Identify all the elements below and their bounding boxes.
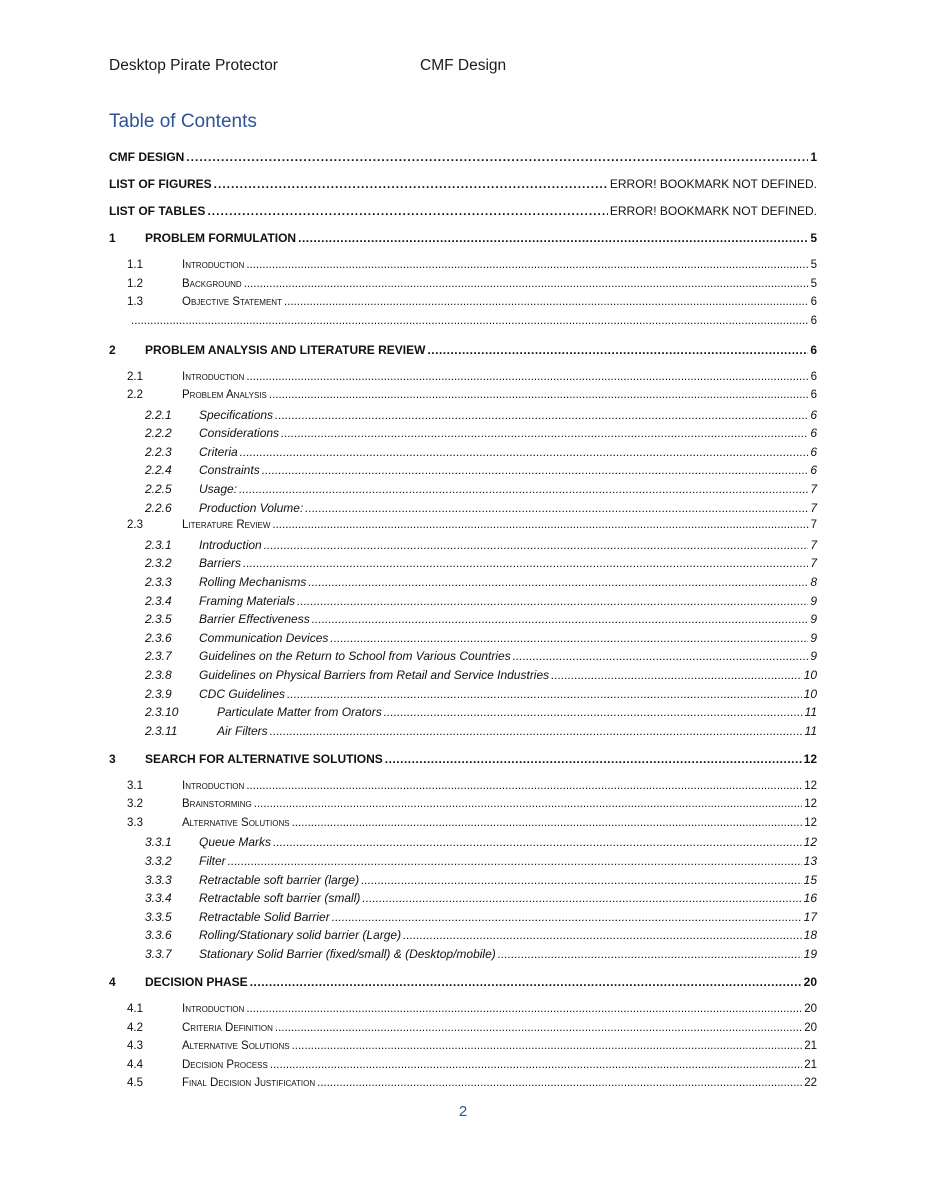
toc-leader-dots bbox=[254, 798, 802, 810]
toc-entry[interactable] bbox=[109, 426, 817, 440]
toc-entry[interactable] bbox=[109, 594, 817, 608]
toc-entry-title: DECISION PHASE bbox=[145, 975, 248, 989]
toc-entry[interactable] bbox=[109, 519, 817, 531]
toc-entry[interactable] bbox=[109, 556, 817, 570]
toc-leader-dots bbox=[207, 204, 607, 218]
toc-entry[interactable] bbox=[109, 389, 817, 401]
toc-leader-dots bbox=[275, 408, 808, 422]
toc-entry[interactable] bbox=[109, 177, 817, 191]
toc-entry-number: 1.3 bbox=[127, 296, 143, 308]
toc-entry-title: Retractable soft barrier (large) bbox=[199, 872, 360, 887]
toc-entry-title: Framing Materials bbox=[199, 593, 296, 608]
toc-entry-title: Air Filters bbox=[217, 723, 268, 738]
toc-entry-page: 13 bbox=[803, 854, 817, 868]
toc-entry[interactable] bbox=[109, 612, 817, 626]
toc-entry-number: 3.3.3 bbox=[145, 872, 172, 887]
toc-entry-title: Introduction bbox=[182, 370, 245, 383]
toc-entry[interactable] bbox=[109, 1040, 817, 1052]
toc-entry-page: 11 bbox=[804, 723, 817, 738]
toc-entry[interactable] bbox=[109, 975, 817, 989]
toc-entry-number: 2.3.1 bbox=[145, 537, 172, 552]
toc-entry-page: 12 bbox=[804, 779, 817, 792]
toc-entry-title: Problem Analysis bbox=[182, 389, 267, 401]
toc-entry-page: 6 bbox=[810, 407, 817, 422]
toc-entry-page: 12 bbox=[804, 816, 817, 829]
toc-entry-title: Production Volume: bbox=[199, 500, 304, 515]
toc-entry-number: 3.1 bbox=[127, 779, 143, 792]
toc-leader-dots bbox=[270, 1059, 802, 1071]
toc-leader-dots bbox=[332, 910, 802, 924]
toc-entry-number: 4.1 bbox=[127, 1003, 143, 1015]
toc-entry-page: 9 bbox=[810, 593, 817, 608]
toc-entry-number: 2.2.2 bbox=[145, 426, 172, 441]
toc-entry[interactable] bbox=[109, 631, 817, 645]
toc-entry-title: SEARCH FOR ALTERNATIVE SOLUTIONS bbox=[145, 751, 383, 766]
toc-leader-dots bbox=[362, 891, 801, 905]
toc-entry-title: Introduction bbox=[182, 1003, 245, 1015]
toc-entry-page: 5 bbox=[810, 277, 817, 290]
toc-entry-page: 7 bbox=[810, 519, 817, 532]
toc-entry-title: Alternative Solutions bbox=[182, 816, 290, 829]
toc-entry[interactable] bbox=[109, 1077, 817, 1089]
toc-entry-title: Stationary Solid Barrier (fixed/small) & (Desktop/mobile) bbox=[199, 947, 496, 961]
toc-entry-title: PROBLEM FORMULATION bbox=[145, 231, 297, 245]
toc-leader-dots bbox=[284, 296, 809, 308]
toc-entry-title: LIST OF FIGURES bbox=[109, 177, 212, 191]
toc-entry[interactable] bbox=[109, 259, 817, 271]
toc-entry-page: 1 bbox=[810, 150, 817, 164]
toc-leader-dots bbox=[312, 612, 809, 626]
toc-entry-title: Guidelines on the Return to School from Various Countries bbox=[199, 649, 511, 664]
toc-leader-dots bbox=[287, 687, 802, 701]
toc-entry-number: 4.5 bbox=[127, 1077, 143, 1089]
toc-entry[interactable] bbox=[109, 278, 817, 290]
toc-entry-number: 3.3.1 bbox=[145, 835, 172, 850]
toc-entry-page: 5 bbox=[810, 231, 817, 245]
toc-entry-page: 6 bbox=[810, 444, 817, 459]
toc-leader-dots bbox=[330, 631, 808, 645]
toc-entry-number: 3 bbox=[109, 751, 116, 766]
toc-entry[interactable] bbox=[109, 575, 817, 589]
toc-entry-number: 3.2 bbox=[127, 798, 143, 811]
toc-entry-page: 10 bbox=[803, 668, 817, 682]
toc-leader-dots bbox=[246, 780, 802, 792]
toc-entry-page: 12 bbox=[804, 798, 817, 811]
page-number: 2 bbox=[458, 1103, 468, 1120]
toc-entry-number: 2.3.7 bbox=[145, 649, 172, 664]
toc-entry-page: 22 bbox=[804, 1077, 817, 1089]
toc-entry-page: 7 bbox=[810, 537, 817, 552]
toc-leader-dots bbox=[298, 231, 808, 245]
toc-entry[interactable] bbox=[109, 835, 817, 849]
toc-entry-page: 15 bbox=[803, 872, 817, 887]
header-left: Desktop Pirate Protector bbox=[109, 57, 278, 74]
toc-entry-number: 1.1 bbox=[127, 259, 143, 271]
toc-entry-number: 2.3.4 bbox=[145, 593, 172, 608]
toc-entry-number: 2.3.5 bbox=[145, 612, 172, 627]
toc-entry-page: 9 bbox=[810, 630, 817, 645]
toc-entry[interactable] bbox=[109, 204, 817, 218]
toc-entry[interactable] bbox=[109, 854, 817, 868]
toc-leader-dots bbox=[513, 649, 809, 663]
toc-title: Table of Contents bbox=[109, 111, 257, 132]
toc-leader-dots bbox=[269, 389, 809, 401]
toc-entry-number: 2.3.9 bbox=[145, 686, 172, 701]
toc-entry[interactable] bbox=[109, 408, 817, 422]
toc-entry-page: 7 bbox=[810, 482, 817, 496]
toc-entry[interactable] bbox=[109, 538, 817, 552]
toc-entry-number: 2.3.11 bbox=[145, 723, 178, 738]
toc-entry-number: 2.2.6 bbox=[145, 500, 172, 515]
toc-entry[interactable] bbox=[109, 687, 817, 701]
toc-entry-page: 6 bbox=[810, 296, 817, 308]
toc-entry[interactable] bbox=[109, 873, 817, 887]
toc-entry-page: 7 bbox=[810, 500, 817, 515]
toc-entry-number: 3.3.7 bbox=[145, 947, 172, 961]
toc-entry[interactable] bbox=[109, 910, 817, 924]
toc-entry[interactable] bbox=[109, 231, 817, 245]
toc-entry-title: LIST OF TABLES bbox=[109, 204, 206, 218]
toc-entry-number: 2.2.1 bbox=[145, 407, 172, 422]
toc-leader-dots bbox=[361, 873, 802, 887]
toc-entry-number: 3.3.4 bbox=[145, 891, 172, 906]
toc-entry[interactable] bbox=[109, 501, 817, 515]
toc-entry-page: 16 bbox=[803, 891, 817, 906]
toc-leader-dots bbox=[551, 668, 801, 682]
toc-leader-dots bbox=[270, 724, 803, 738]
toc-leader-dots bbox=[385, 752, 802, 766]
toc-entry-title: Communication Devices bbox=[199, 630, 329, 645]
toc-entry-title: Final Decision Justification bbox=[182, 1077, 316, 1089]
toc-entry-title: Introduction bbox=[182, 259, 245, 271]
toc-entry[interactable] bbox=[109, 649, 817, 663]
toc-leader-dots bbox=[264, 538, 809, 552]
toc-entry-page: 9 bbox=[810, 612, 817, 627]
toc-leader-dots bbox=[246, 259, 808, 271]
toc-entry-title: PROBLEM ANALYSIS AND LITERATURE REVIEW bbox=[145, 342, 426, 357]
toc-entry-title: Rolling/Stationary solid barrier (Large) bbox=[199, 928, 402, 943]
toc-entry-page: 21 bbox=[804, 1058, 817, 1071]
toc-entry[interactable] bbox=[109, 315, 817, 327]
toc-entry-number: 2.3.3 bbox=[145, 575, 172, 589]
toc-entry-title: Decision Process bbox=[182, 1058, 268, 1071]
toc-entry-title: Retractable Solid Barrier bbox=[199, 909, 330, 924]
toc-entry[interactable] bbox=[109, 705, 817, 719]
toc-entry[interactable] bbox=[109, 482, 817, 496]
toc-entry-number: 2.2.3 bbox=[145, 444, 172, 459]
toc-entry-number: 4.4 bbox=[127, 1058, 143, 1071]
toc-leader-dots bbox=[498, 947, 802, 961]
toc-entry-number: 1.2 bbox=[127, 277, 143, 290]
toc-leader-dots bbox=[131, 315, 809, 327]
toc-entry[interactable] bbox=[109, 296, 817, 308]
toc-entry-number: 4 bbox=[109, 975, 116, 989]
toc-entry-page: 18 bbox=[803, 928, 817, 943]
toc-entry-number: 2.3.10 bbox=[145, 705, 179, 720]
toc-entry-page: 6 bbox=[810, 314, 817, 327]
toc-entry-title: Guidelines on Physical Barriers from Retail and Service Industries bbox=[199, 668, 550, 682]
toc-entry-page: 11 bbox=[804, 705, 817, 720]
toc-entry[interactable] bbox=[109, 371, 817, 383]
toc-entry[interactable] bbox=[109, 947, 817, 961]
toc-entry[interactable] bbox=[109, 463, 817, 477]
toc-entry-number: 2.2 bbox=[127, 389, 143, 401]
toc-leader-dots bbox=[244, 278, 809, 290]
toc-entry-title: Usage: bbox=[199, 482, 238, 496]
toc-entry-number: 4.2 bbox=[127, 1021, 143, 1034]
toc-entry-page: 6 bbox=[810, 426, 817, 441]
toc-entry-title: Particulate Matter from Orators bbox=[217, 705, 382, 720]
toc-entry[interactable] bbox=[109, 343, 817, 357]
toc-entry-title: CDC Guidelines bbox=[199, 686, 286, 701]
toc-entry[interactable] bbox=[109, 891, 817, 905]
toc-entry-page: 8 bbox=[810, 575, 817, 589]
toc-entry[interactable] bbox=[109, 752, 817, 766]
toc-leader-dots bbox=[228, 854, 802, 868]
toc-leader-dots bbox=[214, 177, 608, 191]
toc-entry-title: Introduction bbox=[199, 537, 262, 552]
toc-entry-number: 2.3 bbox=[127, 519, 143, 532]
toc-entry-page: 6 bbox=[810, 463, 817, 478]
toc-leader-dots bbox=[250, 975, 802, 989]
toc-entry-page: 9 bbox=[810, 649, 817, 664]
toc-entry-title: Retractable soft barrier (small) bbox=[199, 891, 361, 906]
toc-entry-number: 1 bbox=[109, 231, 116, 245]
toc-entry[interactable] bbox=[109, 724, 817, 738]
toc-entry-number: 2.1 bbox=[127, 370, 143, 383]
toc-entry-title: Literature Review bbox=[182, 519, 271, 532]
header-right: CMF Design bbox=[420, 57, 507, 74]
toc-entry-page: 21 bbox=[804, 1040, 817, 1052]
toc-entry-page: 12 bbox=[803, 751, 817, 766]
toc-entry-title: Constraints bbox=[199, 463, 260, 478]
toc-entry[interactable] bbox=[109, 445, 817, 459]
toc-entry[interactable] bbox=[109, 928, 817, 942]
toc-entry-title: Queue Marks bbox=[199, 835, 272, 850]
toc-entry-title: Background bbox=[182, 277, 242, 290]
toc-entry-page: 7 bbox=[810, 556, 817, 571]
toc-entry[interactable] bbox=[109, 1022, 817, 1034]
toc-entry-title: Brainstorming bbox=[182, 798, 252, 811]
toc-leader-dots bbox=[246, 371, 808, 383]
toc-entry-title: Introduction bbox=[182, 779, 245, 792]
toc-leader-dots bbox=[281, 426, 808, 440]
toc-leader-dots bbox=[243, 556, 808, 570]
toc-entry[interactable] bbox=[109, 817, 817, 829]
toc-entry[interactable] bbox=[109, 668, 817, 682]
toc-entry-number: 2.3.8 bbox=[145, 668, 172, 682]
toc-entry-number: 2 bbox=[109, 342, 116, 357]
toc-entry[interactable] bbox=[109, 798, 817, 810]
toc-leader-dots bbox=[427, 343, 808, 357]
toc-entry-title: Considerations bbox=[199, 426, 280, 441]
toc-entry-page: 6 bbox=[810, 342, 817, 357]
toc-entry-title: Barrier Effectiveness bbox=[199, 612, 310, 627]
toc-entry-title: Rolling Mechanisms bbox=[199, 575, 307, 589]
toc-entry-page: 6 bbox=[810, 370, 817, 383]
toc-leader-dots bbox=[317, 1077, 802, 1089]
toc-leader-dots bbox=[292, 1040, 803, 1052]
toc-entry-number: 2.3.6 bbox=[145, 630, 172, 645]
toc-leader-dots bbox=[273, 835, 802, 849]
toc-leader-dots bbox=[240, 445, 809, 459]
toc-entry-page: 5 bbox=[810, 259, 817, 271]
toc-entry-number: 3.3.5 bbox=[145, 909, 172, 924]
toc-entry-page: ERROR! BOOKMARK NOT DEFINED. bbox=[609, 204, 817, 218]
toc-entry[interactable] bbox=[109, 1003, 817, 1015]
toc-leader-dots bbox=[272, 519, 808, 531]
toc-entry-title: Filter bbox=[199, 854, 226, 868]
toc-leader-dots bbox=[262, 463, 809, 477]
toc-entry[interactable] bbox=[109, 150, 817, 164]
toc-entry-page: ERROR! BOOKMARK NOT DEFINED. bbox=[609, 177, 817, 191]
toc-leader-dots bbox=[186, 150, 808, 164]
toc-leader-dots bbox=[384, 705, 803, 719]
toc-entry-number: 3.3.6 bbox=[145, 928, 172, 943]
toc-entry-title: Objective Statement bbox=[182, 296, 282, 308]
toc-entry-title: CMF DESIGN bbox=[109, 150, 185, 164]
toc-entry-page: 20 bbox=[804, 1021, 817, 1034]
toc-leader-dots bbox=[292, 817, 803, 829]
toc-entry-number: 3.3 bbox=[127, 816, 143, 829]
toc-entry-page: 12 bbox=[803, 835, 817, 850]
toc-leader-dots bbox=[403, 928, 802, 942]
toc-entry-title: Specifications bbox=[199, 407, 274, 422]
toc-entry[interactable] bbox=[109, 780, 817, 792]
toc-entry-page: 20 bbox=[803, 975, 817, 989]
toc-entry-number: 4.3 bbox=[127, 1040, 143, 1052]
toc-entry-number: 2.3.2 bbox=[145, 556, 172, 571]
toc-entry-page: 17 bbox=[803, 909, 817, 924]
toc-entry-page: 20 bbox=[804, 1003, 817, 1015]
toc-leader-dots bbox=[305, 501, 808, 515]
toc-entry-title: Criteria Definition bbox=[182, 1021, 273, 1034]
toc-entry-number: 2.2.5 bbox=[145, 482, 172, 496]
toc-leader-dots bbox=[246, 1003, 802, 1015]
toc-leader-dots bbox=[308, 575, 808, 589]
toc-entry-number: 2.2.4 bbox=[145, 463, 172, 478]
toc-leader-dots bbox=[275, 1022, 802, 1034]
toc-leader-dots bbox=[297, 594, 808, 608]
toc-entry-title: Alternative Solutions bbox=[182, 1040, 290, 1052]
toc-entry-page: 6 bbox=[810, 389, 817, 401]
toc-entry-number: 3.3.2 bbox=[145, 854, 172, 868]
toc-entry-title: Criteria bbox=[199, 444, 238, 459]
toc-leader-dots bbox=[239, 482, 808, 496]
toc-entry-title: Barriers bbox=[199, 556, 242, 571]
toc-entry-page: 10 bbox=[803, 686, 817, 701]
toc-entry[interactable] bbox=[109, 1059, 817, 1071]
toc-entry-page: 19 bbox=[803, 947, 817, 961]
